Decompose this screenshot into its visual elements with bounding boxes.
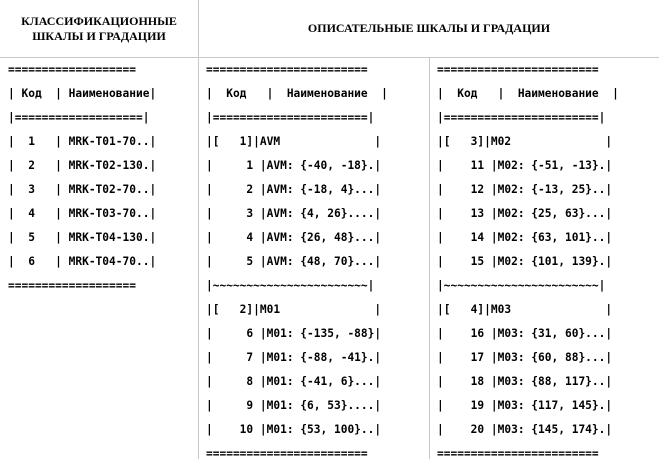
- panel3-line: | 12 |M02: {-13, 25}..|: [437, 183, 613, 196]
- panel1-line: ===================: [8, 63, 136, 76]
- panel2-line: |[ 2]|M01 |: [206, 303, 382, 316]
- panel2-line: | Код | Наименование |: [206, 87, 388, 100]
- descriptive-table-left: [206, 57, 426, 459]
- panel2-line: | 6 |M01: {-135, -88}|: [206, 327, 382, 340]
- panel3-line: | 16 |M03: {31, 60}...|: [437, 327, 613, 340]
- panel1-line: | 4 | MRK-T03-70..|: [8, 207, 157, 220]
- panel3-line: | 11 |M02: {-51, -13}.|: [437, 159, 613, 172]
- panel3-line: ========================: [437, 447, 599, 460]
- panel3-line: | 14 |M02: {63, 101}..|: [437, 231, 613, 244]
- panel1-line: ===================: [8, 279, 136, 292]
- descriptive-table-right: [437, 57, 657, 459]
- panel2-line: | 10 |M01: {53, 100}..|: [206, 423, 382, 436]
- panel3-line: | 20 |M03: {145, 174}.|: [437, 423, 613, 436]
- classification-table: [8, 57, 194, 459]
- panel1-line: | 5 | MRK-T04-130.|: [8, 231, 157, 244]
- panel3-line: | 18 |M03: {88, 117}..|: [437, 375, 613, 388]
- panel2-line: ========================: [206, 63, 368, 76]
- classification-scales-header: КЛАССИФИКАЦИОННЫЕ ШКАЛЫ И ГРАДАЦИИ: [21, 13, 177, 43]
- panel2-line: ========================: [206, 447, 368, 460]
- panel3-line: | 19 |M03: {117, 145}.|: [437, 399, 613, 412]
- panel3-line: | 15 |M02: {101, 139}.|: [437, 255, 613, 268]
- panel2-line: | 1 |AVM: {-40, -18}.|: [206, 159, 382, 172]
- column-divider-1: [198, 0, 199, 459]
- descriptive-scales-header: ОПИСАТЕЛЬНЫЕ ШКАЛЫ И ГРАДАЦИИ: [307, 21, 551, 35]
- panel3-line: |~~~~~~~~~~~~~~~~~~~~~~~|: [437, 279, 606, 292]
- panel3-line: | 17 |M03: {60, 88}...|: [437, 351, 613, 364]
- panel2-line: |~~~~~~~~~~~~~~~~~~~~~~~|: [206, 279, 375, 292]
- panel2-line: | 2 |AVM: {-18, 4}...|: [206, 183, 382, 196]
- panel2-line: | 7 |M01: {-88, -41}.|: [206, 351, 382, 364]
- panel2-line: |=======================|: [206, 111, 375, 124]
- panel3-line: ========================: [437, 63, 599, 76]
- panel2-line: | 4 |AVM: {26, 48}...|: [206, 231, 382, 244]
- panel3-line: | 13 |M02: {25, 63}...|: [437, 207, 613, 220]
- column-divider-2: [429, 57, 430, 459]
- panel1-line: | 3 | MRK-T02-70..|: [8, 183, 157, 196]
- panel2-line: | 3 |AVM: {4, 26}....|: [206, 207, 382, 220]
- panel2-line: | 9 |M01: {6, 53}....|: [206, 399, 382, 412]
- panel2-line: | 8 |M01: {-41, 6}...|: [206, 375, 382, 388]
- panel2-line: | 5 |AVM: {48, 70}...|: [206, 255, 382, 268]
- panel1-line: | 2 | MRK-T02-130.|: [8, 159, 157, 172]
- panel3-line: | Код | Наименование |: [437, 87, 619, 100]
- panel1-line: |===================|: [8, 111, 150, 124]
- panel1-line: | 6 | MRK-T04-70..|: [8, 255, 157, 268]
- panel3-line: |[ 3]|M02 |: [437, 135, 613, 148]
- panel1-line: | Код | Наименование|: [8, 87, 157, 100]
- panel3-line: |[ 4]|M03 |: [437, 303, 613, 316]
- panel2-line: |[ 1]|AVM |: [206, 135, 382, 148]
- panel1-line: | 1 | MRK-T01-70..|: [8, 135, 157, 148]
- panel3-line: |=======================|: [437, 111, 606, 124]
